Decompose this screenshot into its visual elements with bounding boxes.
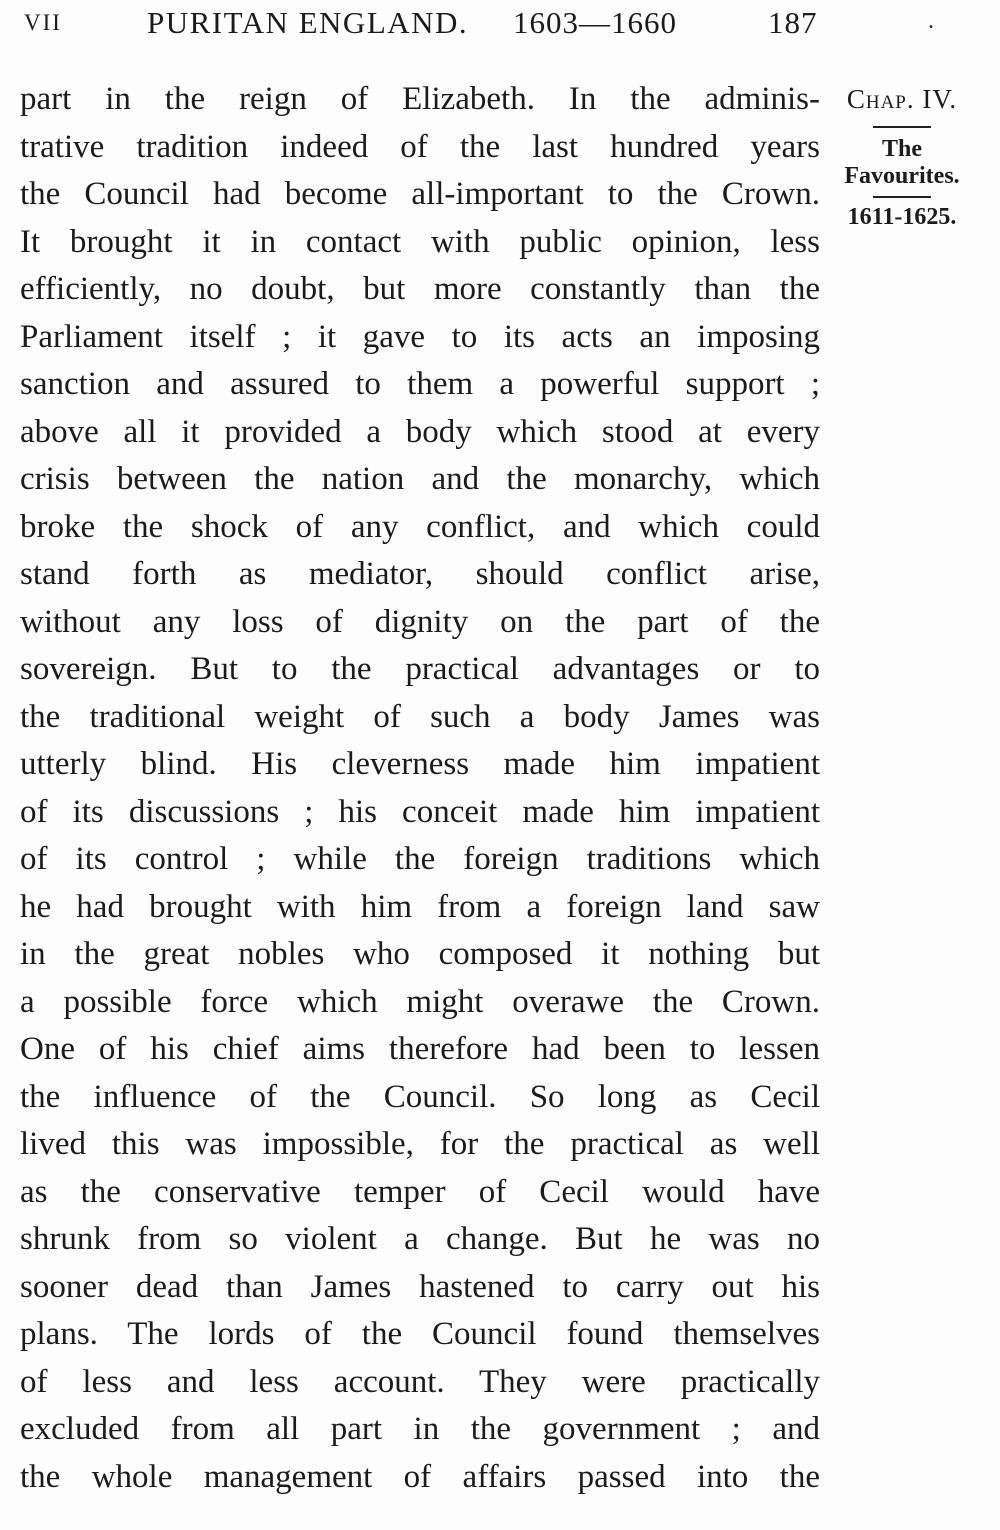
body-text-line: efficiently, no doubt, but more constantly than the (20, 271, 820, 307)
header-chapter-numeral: VII (24, 10, 62, 35)
margin-date-span: 1611-1625. (847, 204, 957, 230)
body-text-line: a possible force which might overawe the Crown. (20, 983, 820, 1020)
body-text-line: shrunk from so violent a change. But he was no (20, 1221, 820, 1257)
body-text-line: he had brought with him from a foreign land saw (20, 888, 820, 925)
body-text-line: of less and less account. They were practically (20, 1363, 820, 1400)
margin-section-title (828, 136, 976, 190)
running-header (0, 0, 1000, 60)
body-text-line: It brought it in contact with public opinion, less (20, 223, 820, 260)
body-text-line: broke the shock of any conflict, and which could (20, 508, 820, 545)
margin-section-title-line1: The (881, 136, 922, 162)
margin-divider-rule (873, 126, 931, 128)
margin-section-title-line2: Favourites. (844, 163, 960, 189)
body-text-line: lived this was impossible, for the practical as well (20, 1126, 820, 1162)
body-text-line: in the great nobles who composed it nothing but (20, 936, 820, 972)
body-text-line: part in the reign of Elizabeth. In the adminis- (20, 81, 820, 117)
body-text-line: sooner dead than James hastened to carry out his (20, 1268, 820, 1305)
header-page-number: 187 (768, 5, 818, 40)
body-text-line: plans. The lords of the Council found themselves (20, 1316, 820, 1352)
body-text-line: the whole management of affairs passed into the (20, 1458, 820, 1495)
body-text-line: as the conservative temper of Cecil would have (20, 1173, 820, 1210)
header-date-range: 1603—1660 (513, 5, 677, 40)
body-text-line: trative tradition indeed of the last hundred years (20, 128, 820, 165)
body-text-line: stand forth as mediator, should conflict arise, (20, 556, 820, 592)
body-text-line: of its control ; while the foreign traditions which (20, 841, 820, 877)
body-text-line: above all it provided a body which stood at every (20, 413, 820, 450)
body-text-line: without any loss of dignity on the part of the (20, 603, 820, 640)
margin-chapter-label: Chap. IV. (846, 84, 958, 114)
body-text-line: the traditional weight of such a body James was (20, 698, 820, 735)
body-text-line: sanction and assured to them a powerful support ; (20, 366, 820, 402)
body-text-line: Parliament itself ; it gave to its acts an imposing (20, 318, 820, 355)
header-running-title: PURITAN ENGLAND. (147, 5, 469, 40)
body-text-line: sovereign. But to the practical advantages or to (20, 651, 820, 687)
main-text-block (20, 76, 820, 1501)
body-text-line: One of his chief aims therefore had been to lessen (20, 1031, 820, 1067)
body-text-line: utterly blind. His cleverness made him impatient (20, 746, 820, 782)
body-text-line: crisis between the nation and the monarchy, which (20, 461, 820, 497)
body-text-line: of its discussions ; his conceit made him impatient (20, 793, 820, 830)
margin-divider-rule (873, 196, 931, 198)
body-text-line: the Council had become all-important to the Crown. (20, 176, 820, 212)
body-text-line: excluded from all part in the government ; and (20, 1411, 820, 1447)
stray-print-mark: . (928, 8, 934, 34)
body-text-line: the influence of the Council. So long as Cecil (20, 1078, 820, 1115)
